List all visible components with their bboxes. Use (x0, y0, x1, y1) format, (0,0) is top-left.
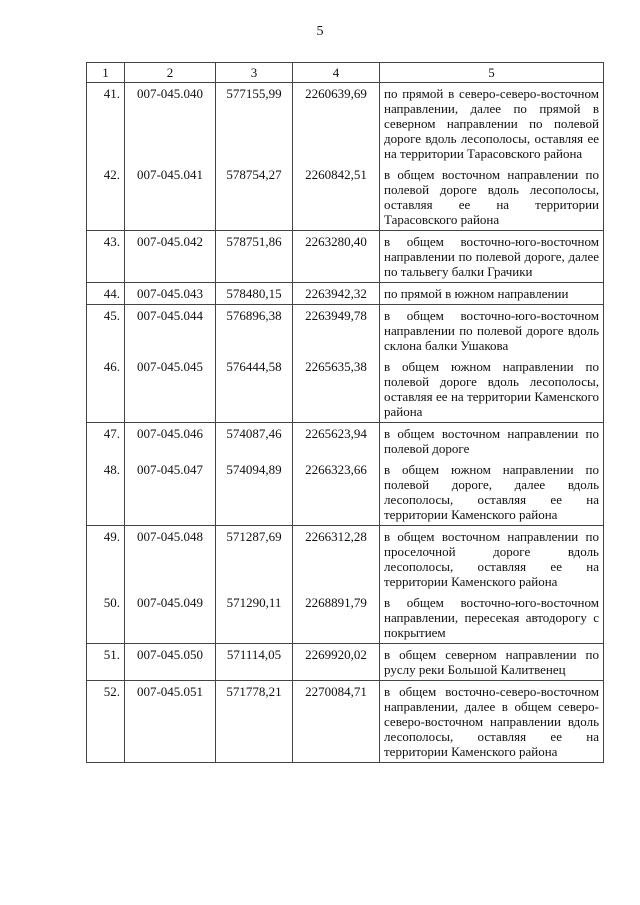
table-row (87, 164, 604, 231)
point-code: 007-045.048 (125, 526, 216, 593)
boundary-description: в общем восточном направлении по проселочной дороге вдоль лесополосы, оставляя ее на территории Каменского района (380, 526, 604, 593)
x-coordinate: 578480,15 (216, 283, 293, 305)
row-number: 46. (87, 356, 125, 423)
point-code: 007-045.049 (125, 592, 216, 644)
x-coordinate: 574087,46 (216, 423, 293, 460)
column-header: 1 (87, 63, 125, 83)
x-coordinate: 578754,27 (216, 164, 293, 231)
boundary-description: в общем южном направлении по полевой дороге вдоль лесополосы, оставляя ее на территории Каменского района (380, 356, 604, 423)
boundary-description: в общем северном направлении по руслу реки Большой Калитвенец (380, 644, 604, 681)
point-code: 007-045.042 (125, 231, 216, 283)
table-row (87, 592, 604, 644)
point-code: 007-045.046 (125, 423, 216, 460)
column-header: 3 (216, 63, 293, 83)
row-number: 41. (87, 83, 125, 165)
row-number: 52. (87, 681, 125, 763)
y-coordinate: 2263280,40 (293, 231, 380, 283)
table-row (87, 681, 604, 763)
point-code: 007-045.040 (125, 83, 216, 165)
boundary-description: в общем восточном направлении по полевой дороге вдоль лесополосы, оставляя ее на территории Тарасовского района (380, 164, 604, 231)
boundary-description: в общем южном направлении по полевой дороге, далее вдоль лесополосы, оставляя ее на территории Каменского района (380, 459, 604, 526)
table-row (87, 423, 604, 460)
table-row (87, 283, 604, 305)
y-coordinate: 2265623,94 (293, 423, 380, 460)
y-coordinate: 2266312,28 (293, 526, 380, 593)
row-number: 51. (87, 644, 125, 681)
table-row (87, 459, 604, 526)
point-code: 007-045.041 (125, 164, 216, 231)
table-row (87, 526, 604, 593)
column-header: 2 (125, 63, 216, 83)
x-coordinate: 571114,05 (216, 644, 293, 681)
boundary-description: по прямой в южном направлении (380, 283, 604, 305)
table-row (87, 356, 604, 423)
x-coordinate: 577155,99 (216, 83, 293, 165)
boundary-description: в общем восточно-северо-восточном направлении, далее в общем северо-северо-восточном направлении вдоль лесополосы, оставляя ее на территории Каменского района (380, 681, 604, 763)
point-code: 007-045.044 (125, 305, 216, 357)
y-coordinate: 2263942,32 (293, 283, 380, 305)
row-number: 42. (87, 164, 125, 231)
column-header: 5 (380, 63, 604, 83)
point-code: 007-045.050 (125, 644, 216, 681)
table-row (87, 305, 604, 357)
x-coordinate: 574094,89 (216, 459, 293, 526)
x-coordinate: 576444,58 (216, 356, 293, 423)
boundary-description: в общем восточно-юго-восточном направлении, пересекая автодорогу с покрытием (380, 592, 604, 644)
x-coordinate: 571778,21 (216, 681, 293, 763)
row-number: 43. (87, 231, 125, 283)
y-coordinate: 2260639,69 (293, 83, 380, 165)
boundary-points-table (86, 62, 604, 763)
boundary-description: в общем восточно-юго-восточном направлении по полевой дороге, далее по тальвегу балки Грачики (380, 231, 604, 283)
row-number: 50. (87, 592, 125, 644)
x-coordinate: 576896,38 (216, 305, 293, 357)
row-number: 45. (87, 305, 125, 357)
y-coordinate: 2270084,71 (293, 681, 380, 763)
row-number: 48. (87, 459, 125, 526)
point-code: 007-045.043 (125, 283, 216, 305)
y-coordinate: 2268891,79 (293, 592, 380, 644)
column-header: 4 (293, 63, 380, 83)
x-coordinate: 571290,11 (216, 592, 293, 644)
boundary-description: в общем восточном направлении по полевой дороге (380, 423, 604, 460)
x-coordinate: 578751,86 (216, 231, 293, 283)
table-row (87, 644, 604, 681)
y-coordinate: 2260842,51 (293, 164, 380, 231)
y-coordinate: 2269920,02 (293, 644, 380, 681)
y-coordinate: 2266323,66 (293, 459, 380, 526)
point-code: 007-045.045 (125, 356, 216, 423)
row-number: 49. (87, 526, 125, 593)
point-code: 007-045.051 (125, 681, 216, 763)
row-number: 47. (87, 423, 125, 460)
table-row (87, 83, 604, 165)
page-number: 5 (316, 24, 324, 39)
y-coordinate: 2263949,78 (293, 305, 380, 357)
point-code: 007-045.047 (125, 459, 216, 526)
boundary-description: по прямой в северо-северо-восточном направлении, далее по прямой в северном направлении по полевой дороге вдоль лесополосы, оставляя ее на территории Тарасовского района (380, 83, 604, 165)
table-row (87, 231, 604, 283)
y-coordinate: 2265635,38 (293, 356, 380, 423)
boundary-description: в общем восточно-юго-восточном направлении по полевой дороге вдоль склона балки Ушакова (380, 305, 604, 357)
x-coordinate: 571287,69 (216, 526, 293, 593)
table-header-row (87, 63, 604, 83)
row-number: 44. (87, 283, 125, 305)
